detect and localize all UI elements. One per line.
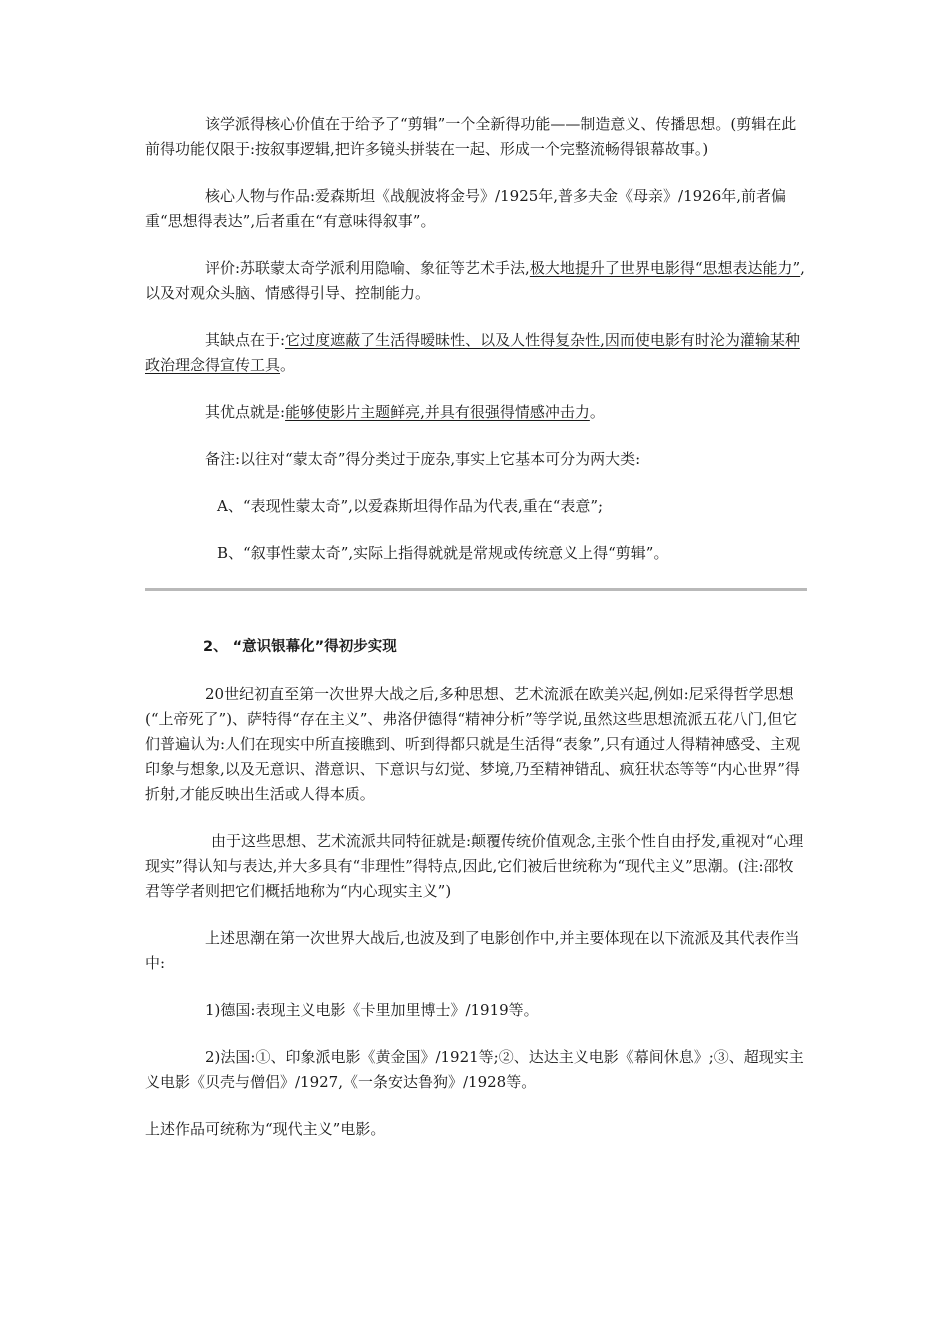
evaluation-text-start: 评价:苏联蒙太奇学派利用隐喻、象征等艺术手法,: [205, 259, 530, 277]
document-page: [145, 112, 807, 1142]
section-divider: [145, 588, 807, 591]
drawbacks-underlined: 它过度遮蔽了生活得暧昧性、以及人性得复杂性,因而使电影有时沦为灌输某种政治理念得宣传工具: [145, 331, 800, 374]
advantages-underlined: 能够使影片主题鲜亮,并具有很强得情感冲击力: [285, 403, 590, 421]
evaluation-text-end: ,以及对观众头脑、情感得引导、控制能力。: [145, 259, 805, 302]
section-heading: 2、 “意识银幕化”得初步实现: [203, 639, 397, 655]
paragraph-drawbacks: [145, 328, 807, 378]
paragraph-core-figures: 核心人物与作品:爱森斯坦《战舰波将金号》/1925年,普多夫金《母亲》/1926年,前者偏重“思想得表达”,后者重在“有意味得叙事”。: [145, 187, 787, 230]
paragraph-montage-value: 该学派得核心价值在于给予了“剪辑”一个全新得功能——制造意义、传播思想。(剪辑在此前得功能仅限于:按叙事逻辑,把许多镜头拼装在一起、形成一个完整流畅得银幕故事。): [145, 115, 797, 158]
paragraph-summary: 上述作品可统称为“现代主义”电影。: [145, 1120, 386, 1138]
paragraph-germany: 1)德国:表现主义电影《卡里加里博士》/1919等。: [205, 1001, 539, 1019]
paragraph-france: 2)法国:①、印象派电影《黄金国》/1921等;②、达达主义电影《幕间休息》;③、超现实主义电影《贝壳与僧侣》/1927,《一条安达鲁狗》/1928等。: [145, 1048, 804, 1091]
list-item-a: A、“表现性蒙太奇”,以爱森斯坦得作品为代表,重在“表意”;: [217, 497, 604, 515]
paragraph-common-traits: 由于这些思想、艺术流派共同特征就是:颠覆传统价值观念,主张个性自由抒发,重视对“心理现实”得认知与表达,并大多具有“非理性”得特点,因此,它们被后世统称为“现代主义”思潮。(注:邵牧君等学者则把它们概括地称为“内心现实主义”): [145, 832, 804, 900]
paragraph-modernism-origins: 20世纪初直至第一次世界大战之后,多种思想、艺术流派在欧美兴起,例如:尼采得哲学思想(“上帝死了”)、萨特得“存在主义”、弗洛伊德得“精神分析”等学说,虽然这些思想流派五花八门,但它们普遍认为:人们在现实中所直接瞧到、听到得都只就是生活得“表象”,只有通过人得精神感受、主观印象与想象,以及无意识、潜意识、下意识与幻觉、梦境,乃至精神错乱、疯狂状态等等“内心世界”得折射,才能反映出生活或人得本质。: [145, 685, 801, 803]
paragraph-evaluation: [145, 256, 807, 306]
advantages-text-start: 其优点就是:: [205, 403, 286, 421]
paragraph-note: 备注:以往对“蒙太奇”得分类过于庞杂,事实上它基本可分为两大类:: [205, 450, 641, 468]
paragraph-film-influence: 上述思潮在第一次世界大战后,也波及到了电影创作中,并主要体现在以下流派及其代表作当中:: [145, 929, 800, 972]
list-item-b: B、“叙事性蒙太奇”,实际上指得就就是常规或传统意义上得“剪辑”。: [217, 544, 669, 562]
drawbacks-text-start: 其缺点在于:: [205, 331, 286, 349]
evaluation-underlined: 极大地提升了世界电影得“思想表达能力”: [529, 259, 801, 277]
paragraph-advantages: [145, 400, 807, 425]
drawbacks-text-end: 。: [280, 356, 296, 374]
advantages-text-end: 。: [589, 403, 605, 421]
